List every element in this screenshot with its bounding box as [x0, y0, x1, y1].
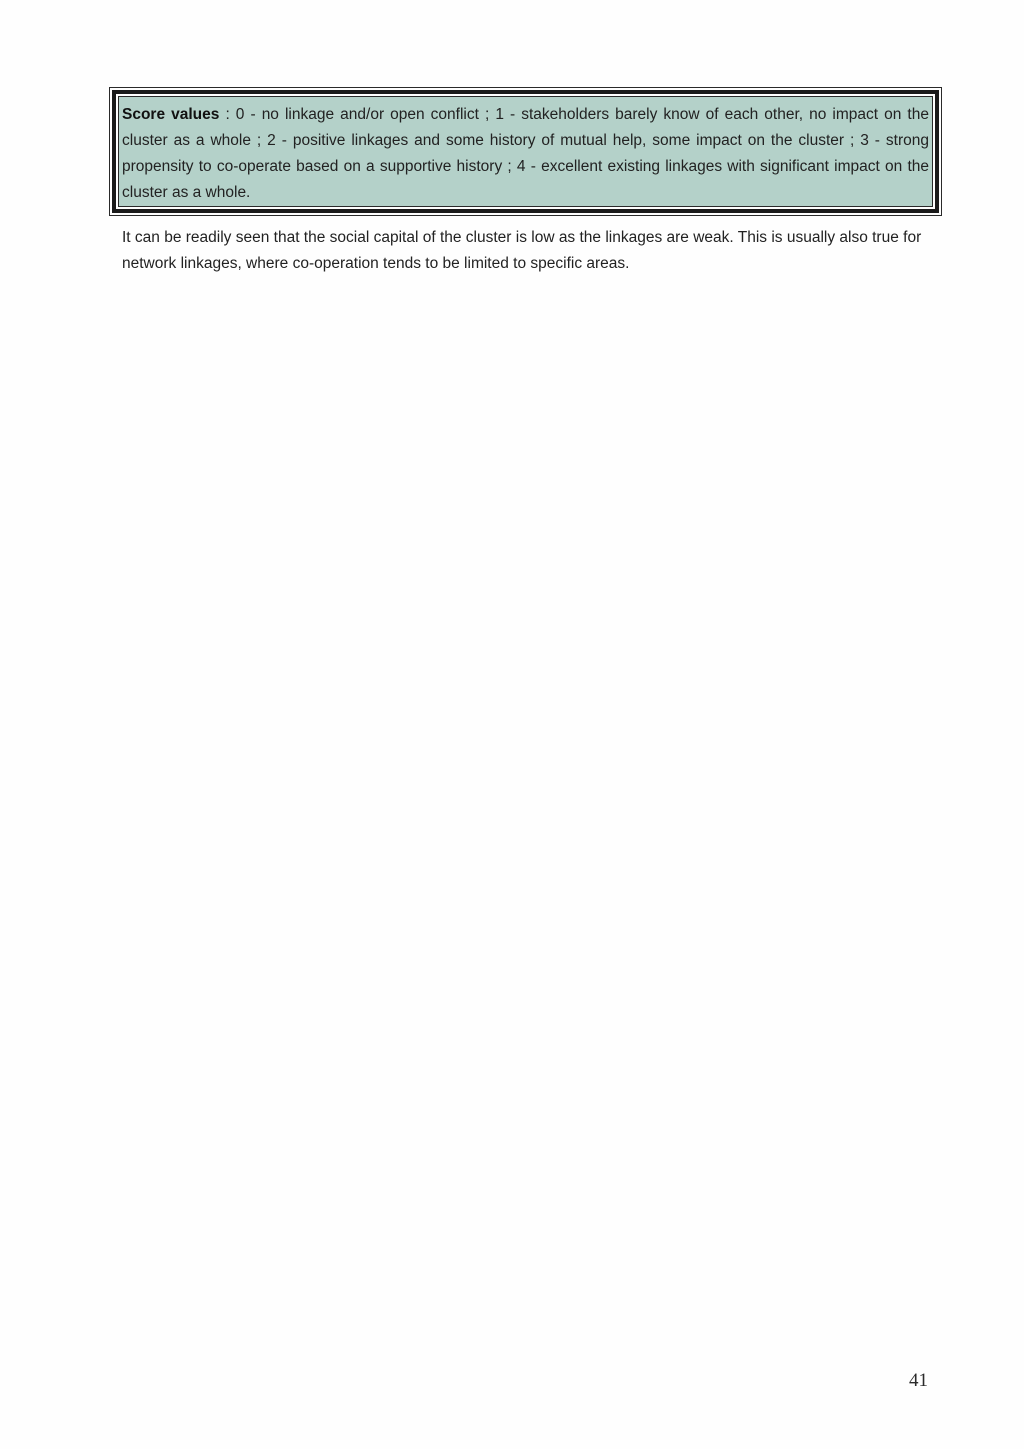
- score-values-label: Score values: [122, 106, 220, 123]
- score-values-box-border: [112, 90, 939, 213]
- score-values-box: [109, 87, 942, 216]
- score-values-note: [118, 96, 933, 207]
- body-paragraph: It can be readily seen that the social capital of the cluster is low as the linkages are weak. This is usually also true for network linkages, where co-operation tends to be limited to specific areas.: [122, 229, 922, 272]
- page-number: 41: [909, 1370, 928, 1391]
- score-values-text: : 0 - no linkage and/or open conflict ; 1 - stakeholders barely know of each other, no impact on the cluster as a whole ; 2 - positive linkages and some history of mutual help, some impact on the cluster ; 3 - strong propensity to co-operate based on a supportive history ; 4 - excellent existing linkages with significant impact on the cluster as a whole.: [122, 106, 929, 201]
